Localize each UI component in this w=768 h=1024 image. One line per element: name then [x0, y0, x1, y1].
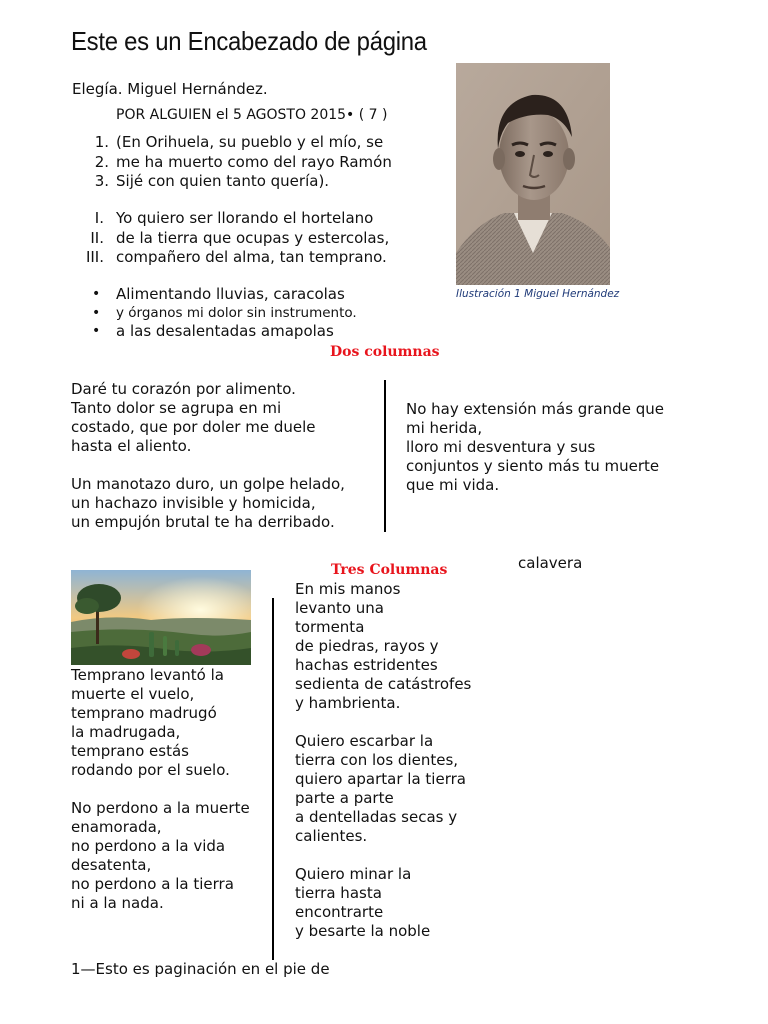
column-divider	[272, 598, 274, 960]
stanza: Quiero minar la tierra hasta encontrarte y besarte la noble	[295, 865, 431, 940]
three-columns-col2	[295, 580, 471, 960]
roman-list	[66, 209, 389, 268]
poem-byline: POR ALGUIEN el 5 AGOSTO 2015• ( 7 )	[116, 107, 388, 123]
stanza: No perdono a la muerte enamorada, no perdono a la vida desatenta, no perdono a la tierra ni a la nada.	[71, 799, 250, 912]
page-footer: 1—Esto es paginación en el pie de	[71, 960, 330, 978]
list-item: • Alimentando lluvias, caracolas	[92, 285, 345, 303]
portrait-caption: Ilustración 1 Miguel Hernández	[456, 288, 620, 300]
numbered-list	[71, 133, 392, 192]
list-item: II. de la tierra que ocupas y estercolas,	[90, 228, 390, 247]
list-item: 2. me ha muerto como del rayo Ramón	[94, 152, 392, 171]
calavera-label: calavera	[518, 554, 583, 572]
stanza: No hay extensión más grande que mi herida, lloro mi desventura y sus conjuntos y siento más tu muerte que mi vida.	[406, 400, 664, 494]
list-item: 3. Sijé con quien tanto quería).	[94, 172, 330, 190]
two-columns-left	[71, 380, 345, 551]
page-header-title: Este es un Encabezado de página	[71, 26, 427, 56]
stanza: Daré tu corazón por alimento. Tanto dolor se agrupa en mi costado, que por doler me duele hasta el aliento.	[71, 380, 316, 455]
list-item: • a las desalentadas amapolas	[92, 322, 334, 340]
list-item: III. compañero del alma, tan temprano.	[85, 248, 387, 266]
two-columns-right	[406, 400, 664, 514]
portrait-photo	[456, 63, 610, 285]
stanza: En mis manos levanto una tormenta de piedras, rayos y hachas estridentes sedienta de catástrofes y hambrienta.	[295, 580, 472, 712]
poem-heading: Elegía. Miguel Hernández.	[72, 80, 268, 98]
stanza: Un manotazo duro, un golpe helado, un hachazo invisible y homicida, un empujón brutal te ha derribado.	[71, 475, 345, 531]
column-divider	[384, 380, 386, 532]
two-columns-heading: Dos columnas	[330, 344, 440, 360]
list-item: 1. (En Orihuela, su pueblo y el mío, se	[94, 133, 384, 151]
bullet-list	[71, 285, 357, 341]
stanza: Quiero escarbar la tierra con los dientes, quiero apartar la tierra parte a parte a dentelladas secas y calientes.	[295, 732, 466, 845]
landscape-image	[71, 570, 251, 665]
three-columns-col1	[71, 666, 250, 932]
three-columns-heading: Tres Columnas	[331, 562, 448, 578]
list-item: I. Yo quiero ser llorando el hortelano	[94, 209, 374, 227]
list-item: • y órganos mi dolor sin instrumento.	[92, 305, 357, 321]
stanza: Temprano levantó la muerte el vuelo, temprano madrugó la madrugada, temprano estás rodando por el suelo.	[71, 666, 230, 779]
